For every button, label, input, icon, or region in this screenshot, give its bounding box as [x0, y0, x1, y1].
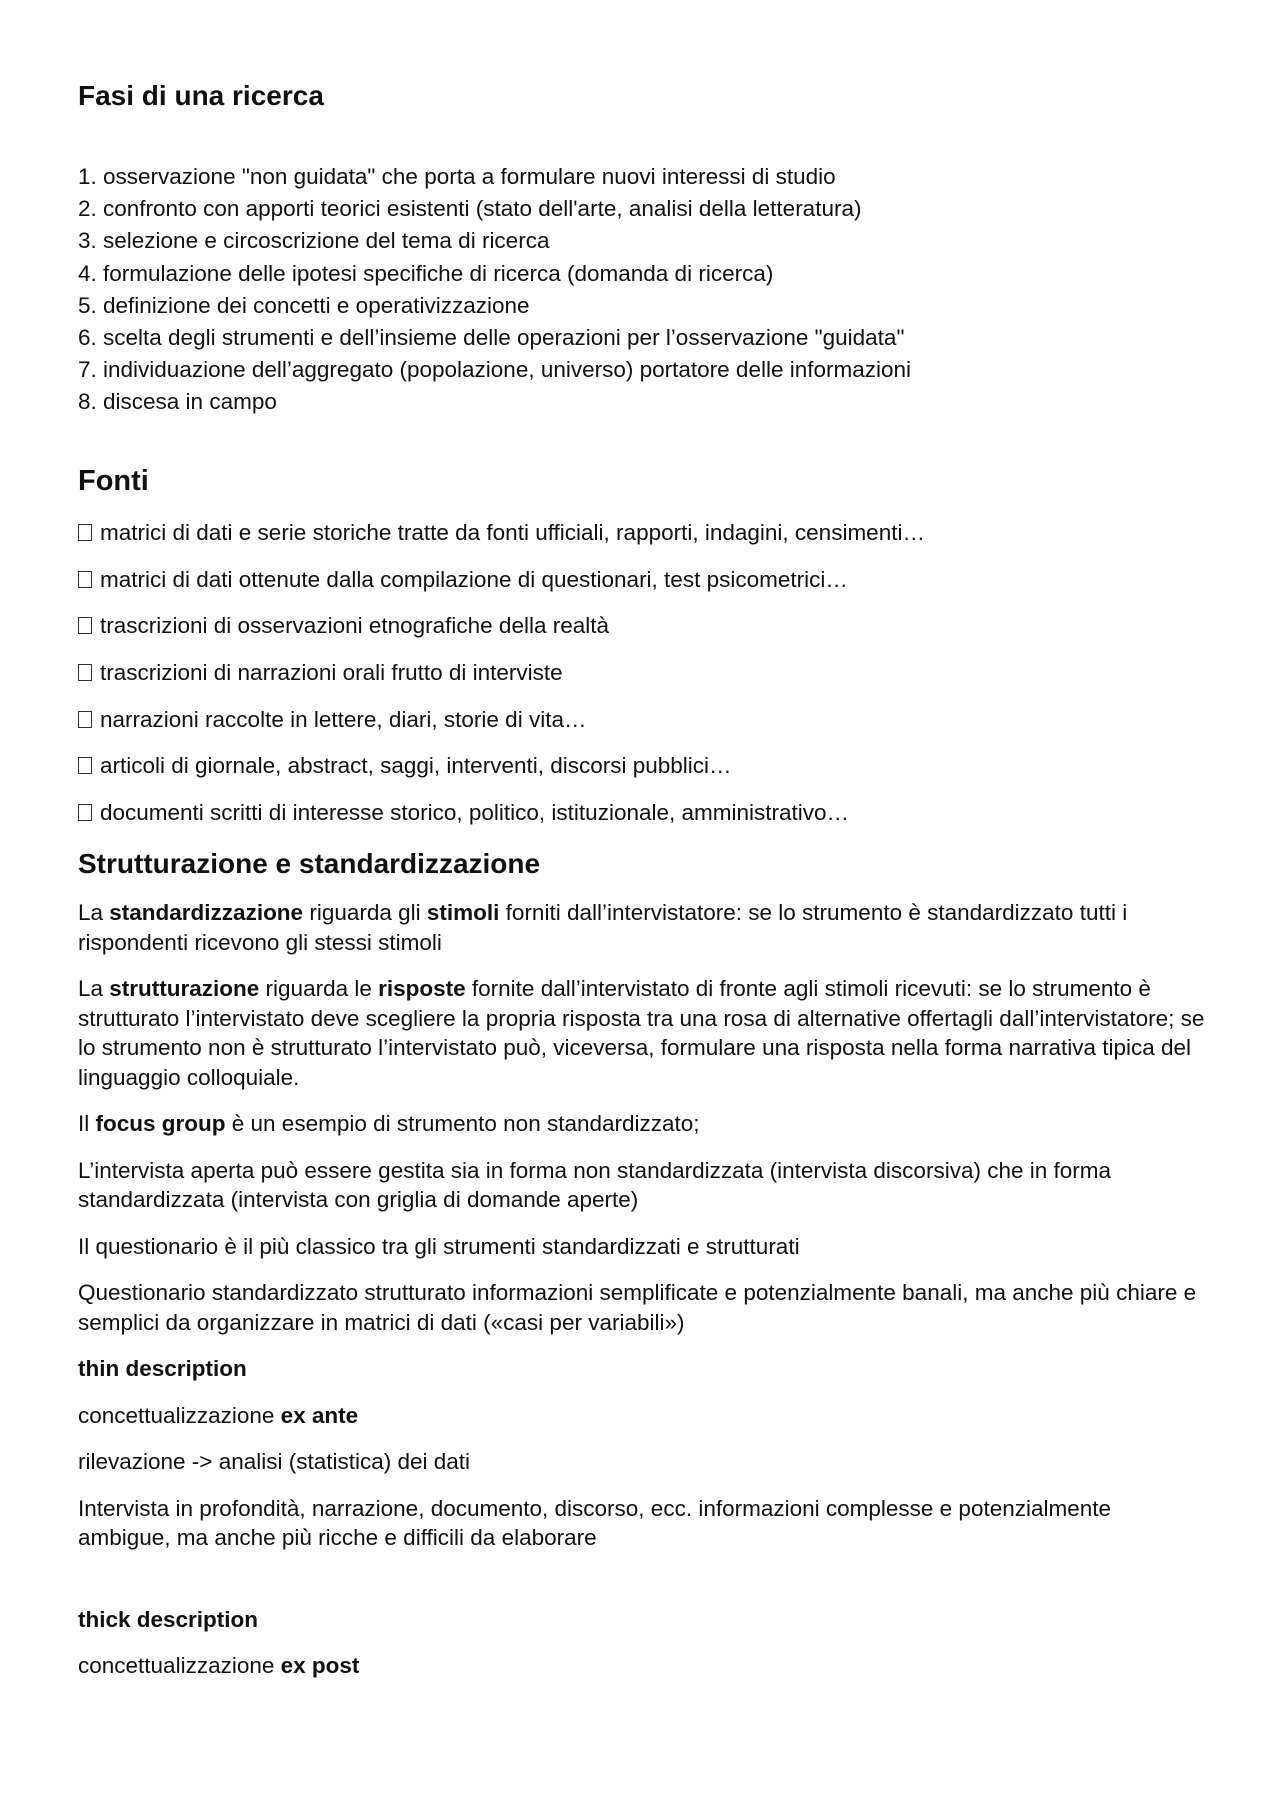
- thick-description-term: thick description: [78, 1606, 259, 1632]
- text-run: Il: [78, 1111, 96, 1136]
- term-standardizzazione: standardizzazione: [109, 900, 304, 925]
- step-item: 5. definizione dei concetti e operativizzazione: [78, 292, 530, 318]
- source-item: [78, 751, 925, 798]
- paragraph-intervista-profondita: Intervista in profondità, narrazione, documento, discorso, ecc. informazioni complesse e potenzialmente ambigue, ma anche più ricche e difficili da elaborare: [78, 1495, 1112, 1550]
- source-text: trascrizioni di osservazioni etnografiche della realtà: [100, 613, 610, 639]
- paragraph-focus-group: [78, 1109, 1208, 1139]
- step-item: 8. discesa in campo: [78, 389, 277, 415]
- step-item: 3. selezione e circoscrizione del tema di ricerca: [78, 228, 550, 254]
- checkbox-square-icon: [78, 757, 92, 774]
- steps-list: [78, 161, 911, 419]
- checkbox-square-icon: [78, 664, 92, 681]
- text-run: concettualizzazione: [78, 1402, 281, 1428]
- heading-strutturazione: Strutturazione e standardizzazione: [78, 848, 541, 879]
- paragraph-questionario-strutturato: Questionario standardizzato strutturato informazioni semplificate e potenzialmente banali, ma anche più chiare e semplici da organizzare in matrici di dati («casi per variabili»): [78, 1280, 1197, 1335]
- term-strutturazione: strutturazione: [109, 976, 260, 1001]
- checkbox-square-icon: [78, 524, 92, 541]
- source-text: articoli di giornale, abstract, saggi, interventi, discorsi pubblici…: [100, 753, 732, 779]
- checkbox-square-icon: [78, 571, 92, 588]
- thin-description-term: thin description: [78, 1356, 247, 1381]
- term-ex-post: ex post: [280, 1653, 360, 1678]
- source-item: [78, 518, 925, 565]
- paragraph-intervista-aperta: L’intervista aperta può essere gestita sia in forma non standardizzata (intervista discorsiva) che in forma standardizzata (intervista con griglia di domande aperte): [78, 1157, 1112, 1212]
- source-text: trascrizioni di narrazioni orali frutto di interviste: [100, 660, 563, 686]
- source-text: matrici di dati e serie storiche tratte da fonti ufficiali, rapporti, indagini, censimenti…: [100, 520, 925, 545]
- source-item: [78, 705, 925, 752]
- source-text: matrici di dati ottenute dalla compilazione di questionari, test psicometrici…: [100, 566, 848, 592]
- text-run: forniti dall’intervistatore: se lo strumento è standardizzato tutti i rispondenti ricevono gli stessi stimoli: [78, 900, 1128, 955]
- term-risposte: risposte: [378, 976, 466, 1001]
- text-run: La: [78, 976, 110, 1001]
- thin-flow: rilevazione -> analisi (statistica) dei dati: [78, 1449, 471, 1474]
- checkbox-square-icon: [78, 617, 92, 634]
- heading-fonti: Fonti: [78, 465, 149, 497]
- checkbox-square-icon: [78, 804, 92, 821]
- step-item: 6. scelta degli strumenti e dell’insieme delle operazioni per l’osservazione "guidata": [78, 325, 905, 351]
- heading-fasi: Fasi di una ricerca: [78, 80, 324, 111]
- term-stimoli: stimoli: [426, 900, 500, 925]
- sources-list: [78, 518, 925, 845]
- term-focus-group: focus group: [95, 1111, 226, 1136]
- text-run: concettualizzazione: [78, 1653, 281, 1678]
- source-text: documenti scritti di interesse storico, politico, istituzionale, amministrativo…: [100, 800, 850, 826]
- paragraph-questionario: Il questionario è il più classico tra gli strumenti standardizzati e strutturati: [78, 1233, 800, 1259]
- thick-concettualizzazione: [78, 1651, 1208, 1681]
- strutturazione-body: [78, 898, 1208, 1698]
- source-item: [78, 798, 925, 845]
- step-item: 2. confronto con apporti teorici esistenti (stato dell'arte, analisi della letteratura): [78, 196, 862, 222]
- source-item: [78, 565, 925, 612]
- label-thin-description: [78, 1354, 1208, 1384]
- paragraph-strutturazione: [78, 974, 1208, 1092]
- text-run: riguarda gli: [303, 900, 427, 925]
- source-item: [78, 611, 925, 658]
- thin-concettualizzazione: [78, 1401, 1208, 1431]
- step-item: 7. individuazione dell’aggregato (popolazione, universo) portatore delle informazioni: [78, 357, 912, 383]
- source-item: [78, 658, 925, 705]
- step-item: 4. formulazione delle ipotesi specifiche di ricerca (domanda di ricerca): [78, 260, 774, 286]
- step-item: 1. osservazione "non guidata" che porta a formulare nuovi interessi di studio: [78, 164, 836, 189]
- label-thick-description: [78, 1605, 1208, 1635]
- source-text: narrazioni raccolte in lettere, diari, storie di vita…: [100, 706, 587, 732]
- text-run: riguarda le: [259, 976, 379, 1001]
- paragraph-standardizzazione: [78, 898, 1208, 957]
- text-run: La: [78, 900, 110, 925]
- text-run: è un esempio di strumento non standardizzato;: [225, 1111, 700, 1136]
- text-run: fornite dall’intervistato di fronte agli stimoli ricevuti: se lo strumento è strutturato l’intervistato deve scegliere la propria risposta tra una rosa di alternative offertagli dall’intervistatore; se lo strumento non è strutturato l’intervistato può, viceversa, formulare una risposta nella forma narrativa tipica del linguaggio colloquiale.: [78, 976, 1205, 1090]
- term-ex-ante: ex ante: [280, 1402, 359, 1428]
- checkbox-square-icon: [78, 711, 92, 728]
